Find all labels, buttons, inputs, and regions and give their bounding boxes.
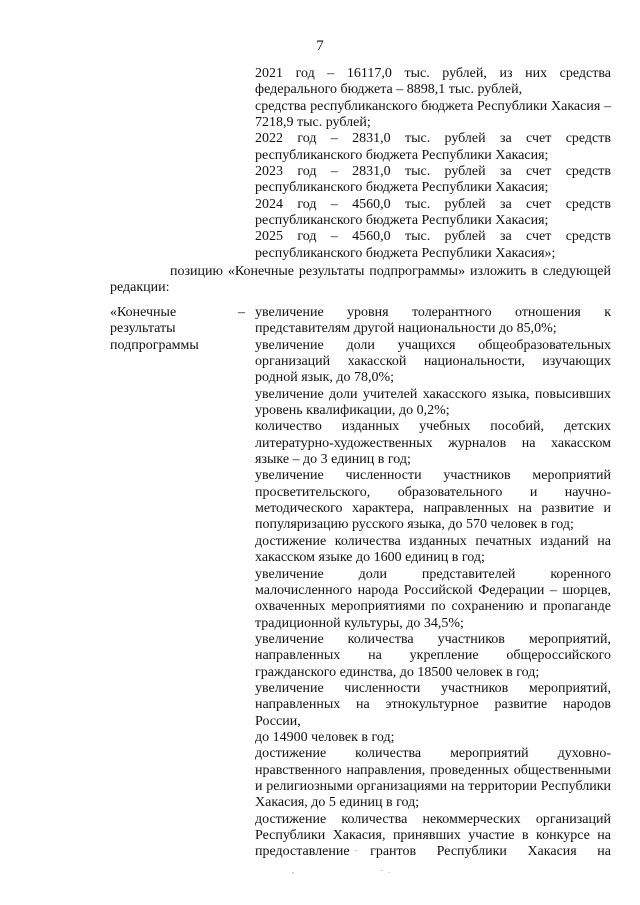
result-line: охваченных мероприятиями по сохранению и пропаганде (255, 599, 611, 615)
page-number: 7 (316, 38, 324, 54)
funding-line: республиканского бюджета Республики Хакасия»; (255, 245, 556, 261)
funding-line: республиканского бюджета Республики Хакасия; (255, 180, 549, 196)
result-line: увеличение количества участников мероприятий, (255, 631, 611, 647)
result-line: организаций хакасской национальности, изучающих (255, 354, 611, 370)
funding-block (255, 66, 611, 262)
result-line: хакасском языке до 1600 единиц в год; (255, 550, 485, 566)
funding-paragraph (255, 131, 611, 164)
result-line: количество изданных учебных пособий, детских (255, 419, 611, 435)
result-paragraph (255, 567, 611, 632)
result-paragraph (255, 681, 611, 746)
result-paragraph (255, 534, 611, 567)
result-paragraph (255, 468, 611, 533)
result-line: нравственного направления, проведенных общественными (255, 762, 611, 778)
result-line: уровень квалификации, до 0,2%; (255, 403, 450, 419)
funding-line: 2021 год – 16117,0 тыс. рублей, из них средства (255, 66, 611, 81)
funding-paragraph (255, 66, 611, 99)
funding-line: 2025 год – 4560,0 тыс. рублей за счет средств (255, 229, 611, 245)
result-line: Республики Хакасия, принявших участие в конкурсе на (255, 828, 611, 843)
label-line-1: «Конечные (110, 305, 177, 320)
result-line: методического характера, направленных на развитие и (255, 501, 611, 517)
result-line: увеличение уровня толерантного отношения к (255, 305, 611, 320)
position-instruction-line-2: редакции: (110, 280, 170, 296)
result-line: и религиозными организациями на территории Республики (255, 778, 611, 794)
result-line: представителям другой национальности до 85,0%; (255, 321, 557, 337)
funding-line: 2023 год – 2831,0 тыс. рублей за счет средств (255, 164, 611, 180)
result-paragraph (255, 305, 611, 338)
result-line: просветительского, образовательного и научно- (255, 484, 611, 500)
result-line: до 14900 человек в год; (255, 729, 395, 745)
result-line: увеличение доли представителей коренного (255, 566, 611, 582)
result-line: родной язык, до 78,0%; (255, 370, 395, 386)
label-dash: – (238, 305, 245, 320)
label-line-2: результаты (110, 321, 176, 337)
result-line: достижение количества некоммерческих организаций (255, 811, 611, 827)
result-line: Хакасия, до 5 единиц в год; (255, 795, 420, 811)
result-line: увеличение доли учащихся общеобразовательных (255, 337, 611, 353)
position-instruction-line-1: позицию «Конечные результаты подпрограммы» изложить в следующей (170, 264, 611, 279)
final-results-label (110, 305, 230, 354)
funding-line: 7218,9 тыс. рублей; (255, 115, 371, 131)
funding-paragraph (255, 99, 611, 132)
result-paragraph (255, 746, 611, 811)
position-instruction (110, 264, 611, 297)
funding-paragraph (255, 229, 611, 262)
result-line: достижение количества мероприятий духовно- (255, 746, 611, 762)
result-line: достижение количества изданных печатных изданий на (255, 533, 611, 549)
result-line: увеличение численности участников мероприятий (255, 468, 611, 484)
result-line: направленных на укрепление общероссийского (255, 648, 611, 664)
result-line: языке – до 3 единиц в год; (255, 452, 411, 468)
result-line: увеличение численности участников мероприятий, (255, 680, 611, 696)
funding-paragraph (255, 164, 611, 197)
result-line: литературно-художественных журналов на хакасском (255, 435, 611, 451)
result-line: увеличение доли учителей хакасского языка, повысивших (255, 386, 611, 402)
result-line: традиционной культуры, до 34,5%; (255, 615, 464, 631)
scan-artifact (288, 848, 398, 878)
funding-line: 2024 год – 4560,0 тыс. рублей за счет средств (255, 196, 611, 212)
funding-line: республиканского бюджета Республики Хакасия; (255, 213, 549, 229)
result-line: популяризацию русского языка, до 570 человек в год; (255, 517, 574, 533)
result-paragraph (255, 632, 611, 681)
final-results-list (255, 305, 611, 861)
result-paragraph (255, 387, 611, 420)
funding-paragraph (255, 197, 611, 230)
result-line: гражданского единства, до 18500 человек в год; (255, 664, 540, 680)
result-line: направленных на этнокультурное развитие народов России, (255, 697, 611, 729)
result-line: предоставление грантов Республики Хакасия на (255, 844, 611, 860)
funding-line: федерального бюджета – 8898,1 тыс. рублей, (255, 82, 523, 98)
result-line: малочисленного народа Российской Федерации – шорцев, (255, 582, 611, 598)
funding-line: 2022 год – 2831,0 тыс. рублей за счет средств (255, 131, 611, 147)
funding-line: средства республиканского бюджета Республики Хакасия – (255, 98, 611, 114)
result-paragraph (255, 338, 611, 387)
result-paragraph (255, 419, 611, 468)
funding-line: республиканского бюджета Республики Хакасия; (255, 147, 549, 163)
label-line-3: подпрограммы (110, 337, 199, 353)
